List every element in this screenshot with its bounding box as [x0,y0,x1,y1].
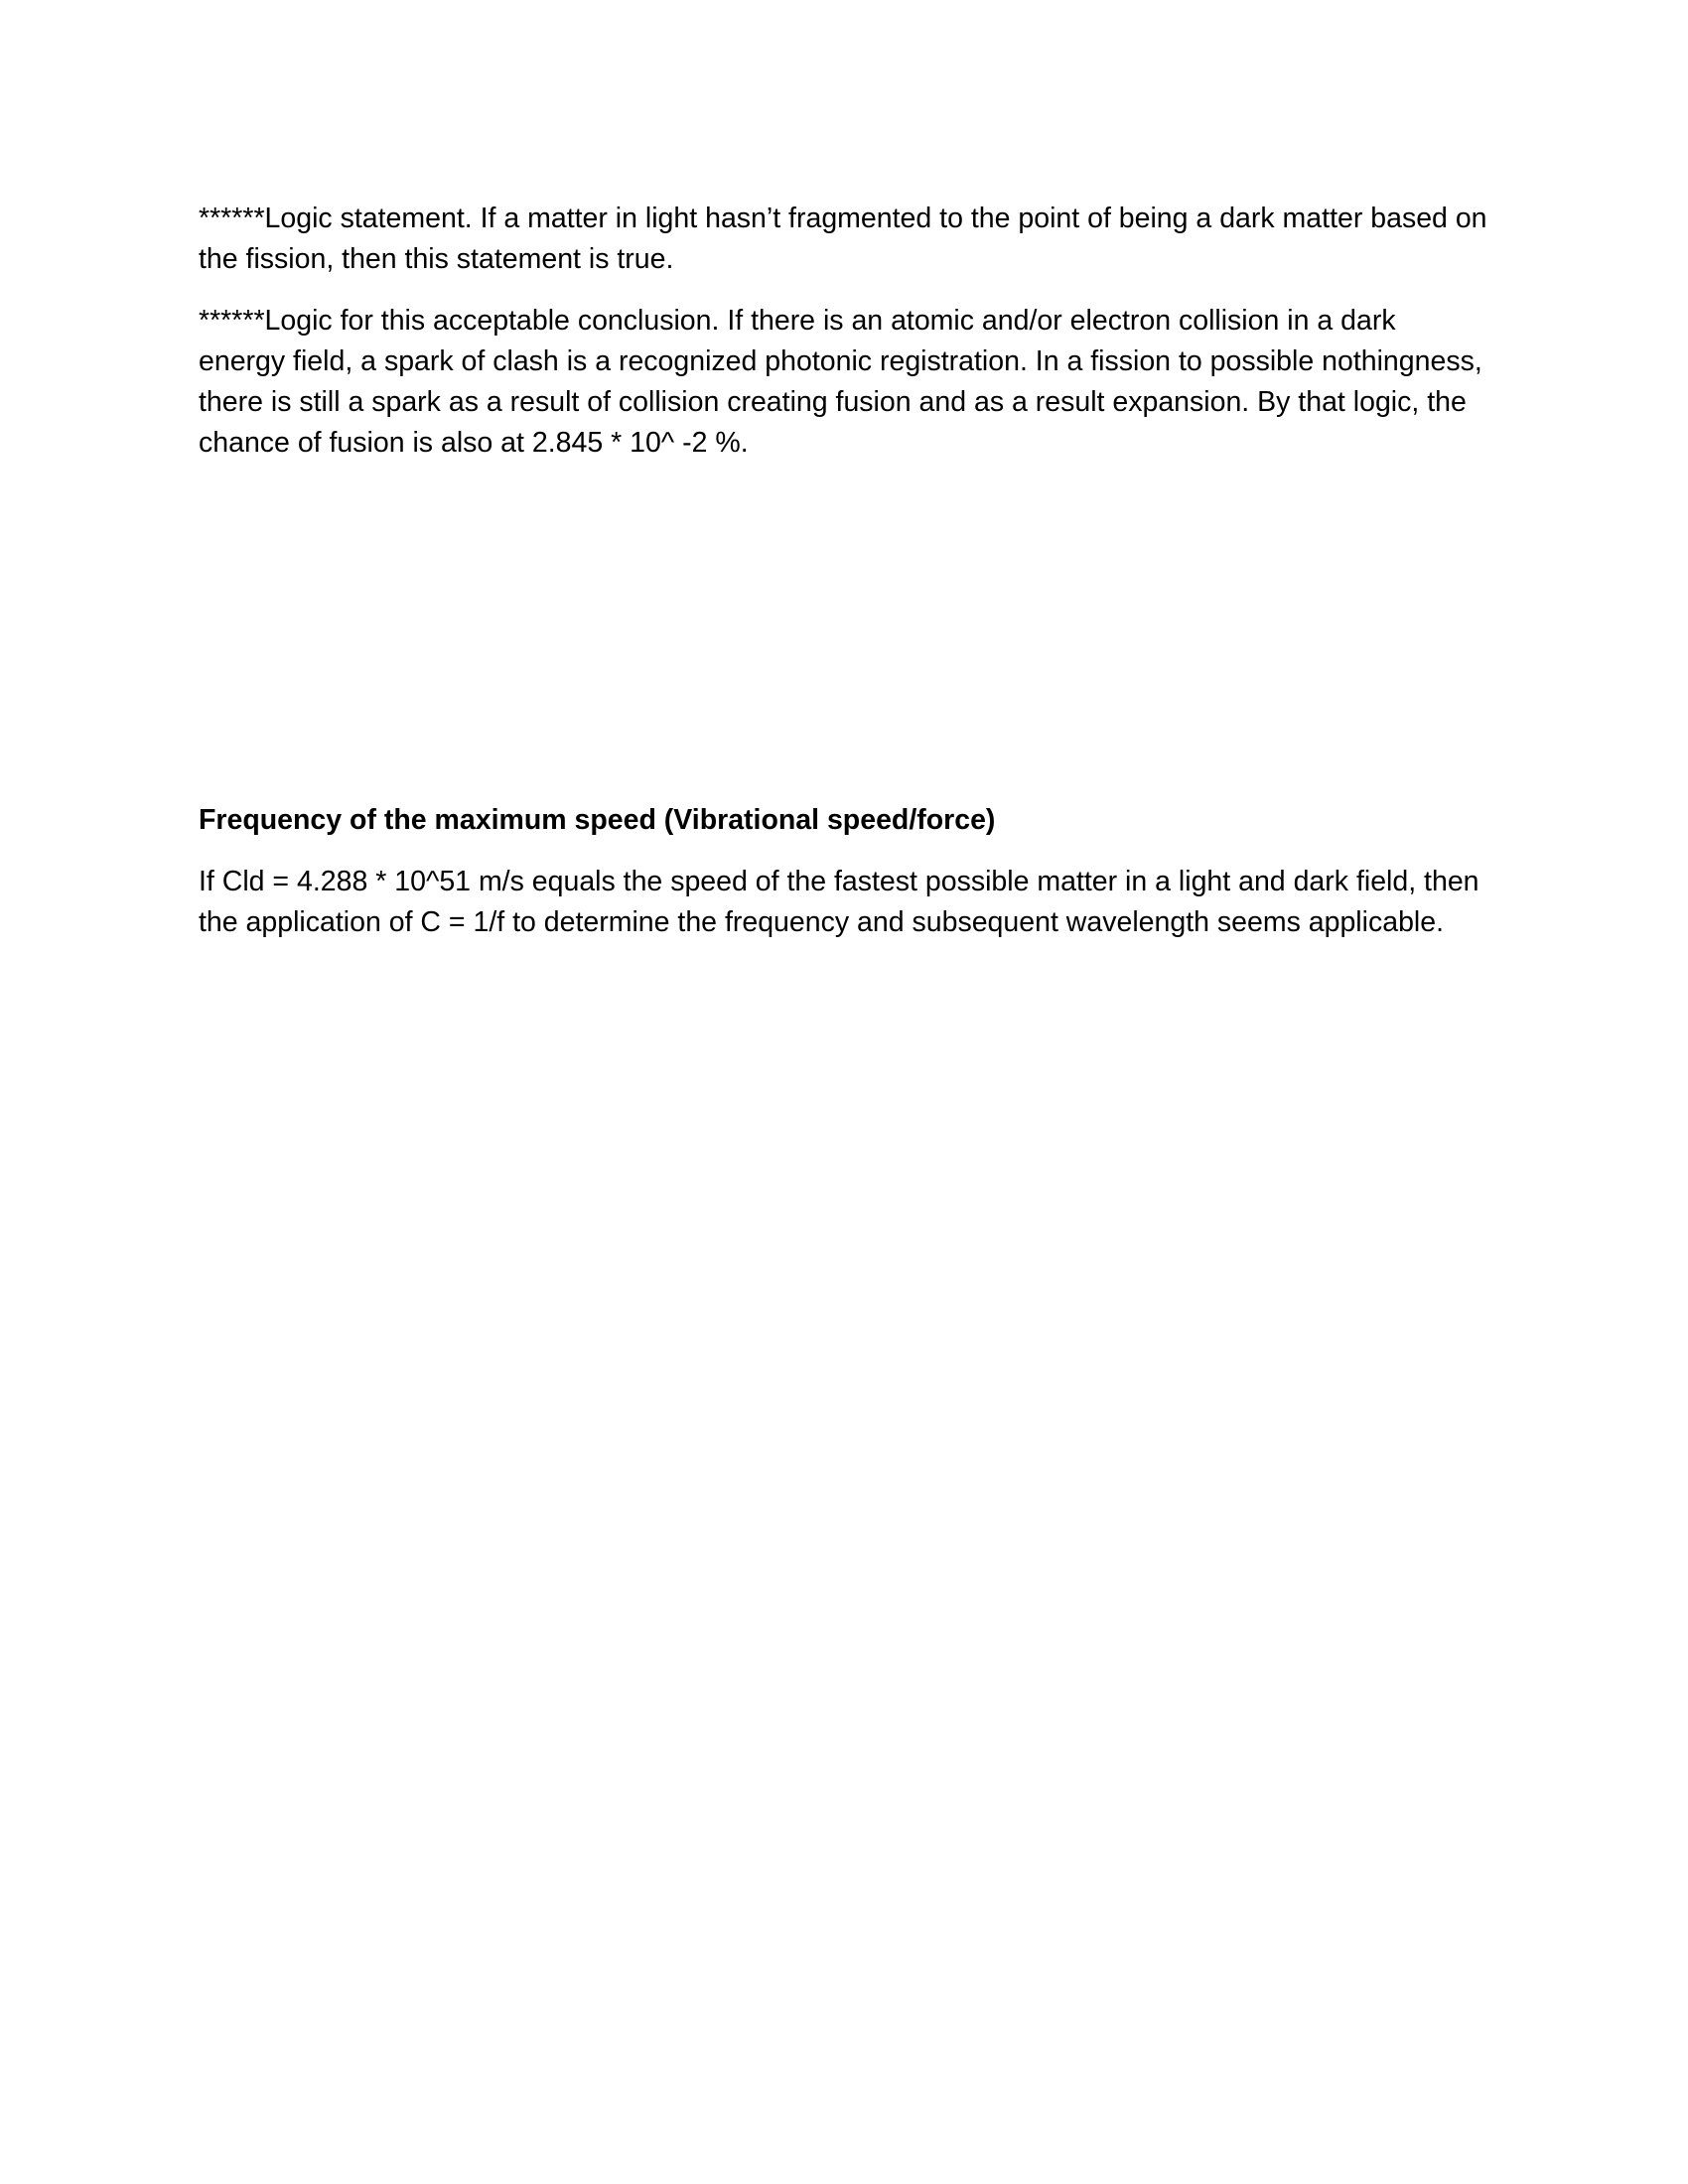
frequency-paragraph: If Cld = 4.288 * 10^51 m/s equals the speed of the fastest possible matter in a light and dark field, then the application of C = 1/f to determine the frequency and subsequent wavelength seems applicable. [199,866,1479,938]
document-body [199,199,1489,964]
logic-statement-paragraph: ******Logic statement. If a matter in light hasn’t fragmented to the point of being a dark matter based on the fission, then this statement is true. [199,203,1487,275]
logic-conclusion-paragraph: ******Logic for this acceptable conclusion. If there is an atomic and/or electron collision in a dark energy field, a spark of clash is a recognized photonic registration. In a fission to possible nothingness, there is still a spark as a result of collision creating fusion and as a result expansion. By that logic, the chance of fusion is also at 2.845 * 10^ -2 %. [199,305,1482,459]
vertical-spacer [199,484,1489,800]
section-heading: Frequency of the maximum speed (Vibrational speed/force) [199,804,996,836]
